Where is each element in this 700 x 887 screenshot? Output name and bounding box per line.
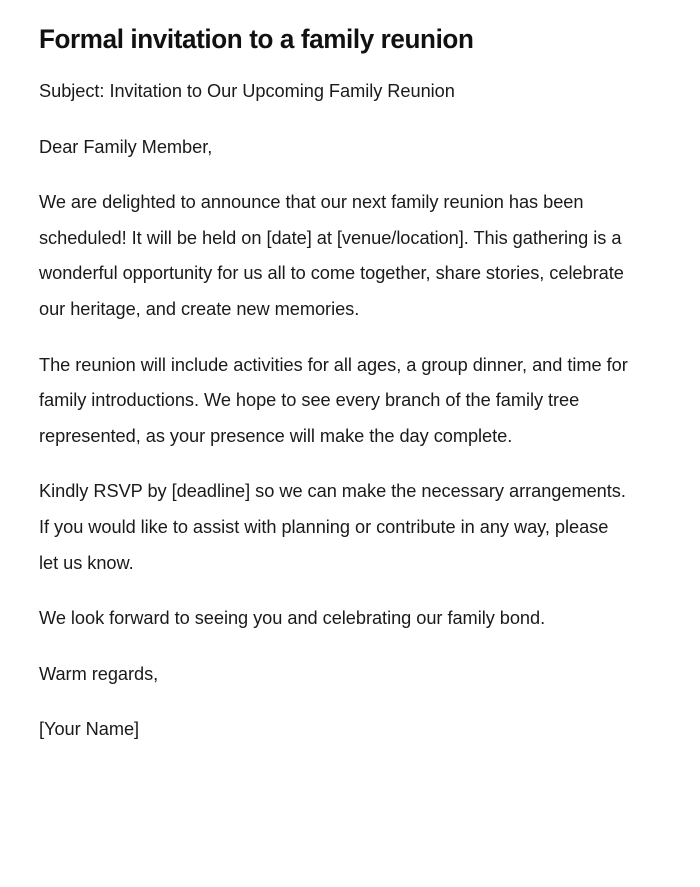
body-paragraph-1: We are delighted to announce that our next family reunion has been scheduled! It will be held on [date] at [venue/location]. This gathering is a wonderful opportunity for us all to come together, share stories, celebrate our heritage, and create new memories. bbox=[39, 191, 624, 319]
body-paragraph-4: We look forward to seeing you and celebrating our family bond. bbox=[39, 607, 546, 629]
closing-line: Warm regards, bbox=[39, 662, 159, 684]
salutation: Dear Family Member, bbox=[39, 135, 213, 157]
page-title: Formal invitation to a family reunion bbox=[39, 24, 474, 54]
signature-line: [Your Name] bbox=[39, 718, 140, 740]
letter-body bbox=[39, 73, 638, 747]
subject-line: Subject: Invitation to Our Upcoming Family Reunion bbox=[39, 80, 455, 101]
body-paragraph-3: Kindly RSVP by [deadline] so we can make the necessary arrangements. If you would like to assist with planning or contribute in any way, please let us know. bbox=[39, 480, 626, 573]
body-paragraph-2: The reunion will include activities for all ages, a group dinner, and time for family introductions. We hope to see every branch of the family tree represented, as your presence will make the day complete. bbox=[39, 353, 628, 446]
